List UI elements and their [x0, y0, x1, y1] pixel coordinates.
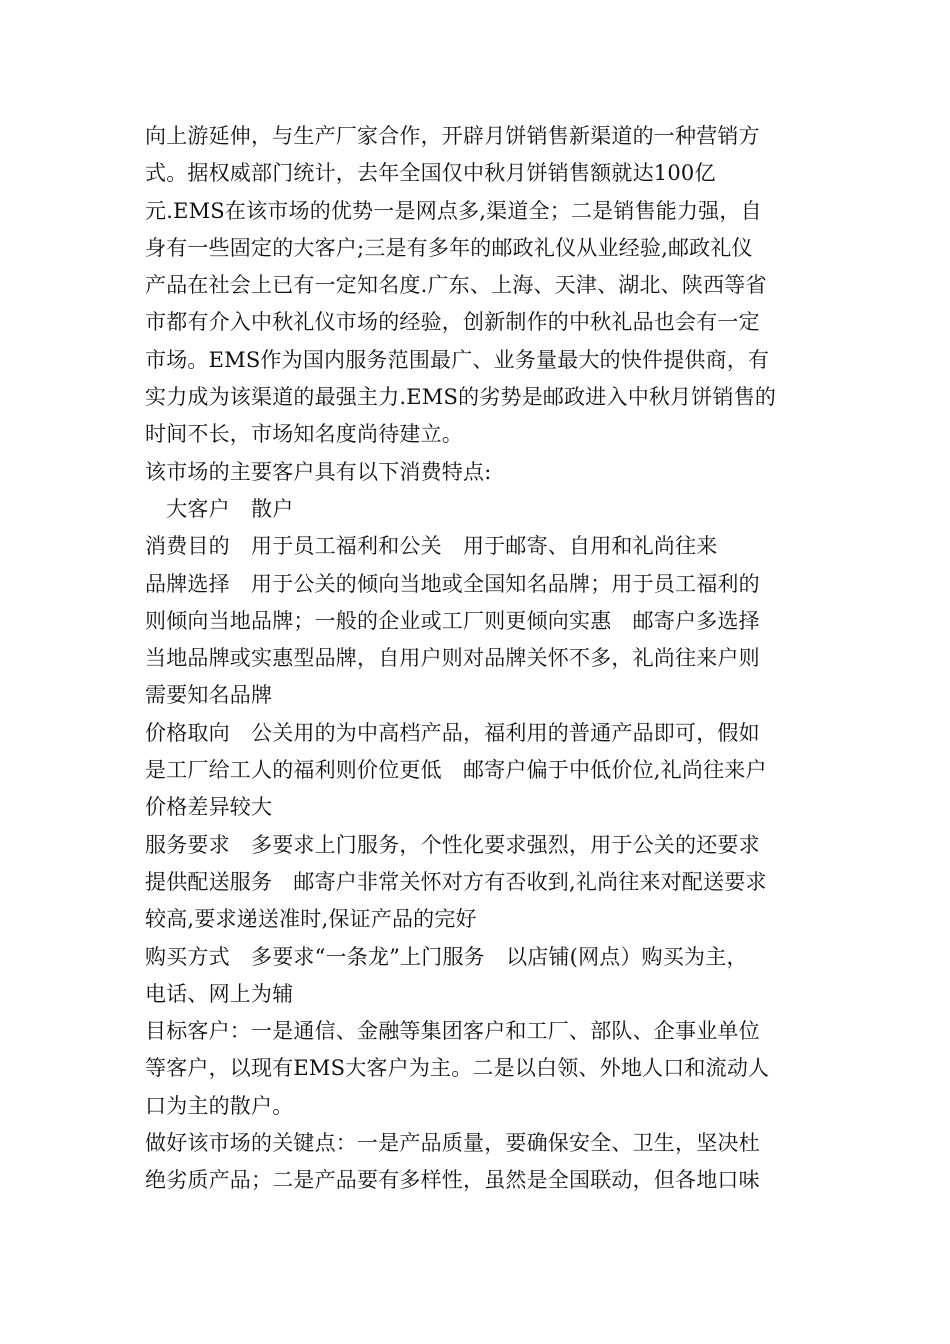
- text-line: 式。据权威部门统计，去年全国仅中秋月饼销售额就达100亿: [145, 161, 716, 186]
- table-row-line: 品牌选择 用于公关的倾向当地或全国知名品牌；用于员工福利的: [145, 571, 760, 596]
- table-row-line: 较高,要求递送准时,保证产品的完好: [145, 907, 477, 932]
- text-line: 口为主的散户。: [145, 1093, 294, 1118]
- text-line: 市都有介入中秋礼仪市场的经验，创新制作的中秋礼品也会有一定: [145, 310, 760, 335]
- table-header-line: 大客户 散户: [145, 496, 294, 521]
- text-line: 产品在社会上已有一定知名度.广东、上海、天津、湖北、陕西等省: [145, 273, 767, 298]
- text-line: 时间不长，市场知名度尚待建立。: [145, 422, 463, 447]
- table-row-line: 购买方式 多要求“一条龙”上门服务 以店铺(网点）购买为主，: [145, 944, 748, 969]
- text-line: 该市场的主要客户具有以下消费特点:: [145, 459, 492, 484]
- table-row-line: 则倾向当地品牌；一般的企业或工厂则更倾向实惠 邮寄户多选择: [145, 608, 760, 633]
- table-row-line: 价格取向 公关用的为中高档产品，福利用的普通产品即可，假如: [145, 720, 760, 745]
- text-line: 做好该市场的关键点：一是产品质量，要确保安全、卫生，坚决杜: [145, 1131, 760, 1156]
- table-row-line: 是工厂给工人的福利则价位更低 邮寄户偏于中低价位,礼尚往来户: [145, 758, 767, 783]
- table-row-line: 提供配送服务 邮寄户非常关怀对方有否收到,礼尚往来对配送要求: [145, 869, 767, 894]
- text-line: 元.EMS在该市场的优势一是网点多,渠道全；二是销售能力强，自: [145, 198, 762, 223]
- text-line: 等客户，以现有EMS大客户为主。二是以白领、外地人口和流动人: [145, 1056, 770, 1081]
- text-line: 实力成为该渠道的最强主力.EMS的劣势是邮政进入中秋月饼销售的: [145, 385, 777, 410]
- text-line: 目标客户：一是通信、金融等集团客户和工厂、部队、企事业单位: [145, 1019, 760, 1044]
- table-row-line: 需要知名品牌: [145, 683, 273, 708]
- document-body: [145, 118, 810, 1200]
- table-row-line: 服务要求 多要求上门服务，个性化要求强烈，用于公关的还要求: [145, 832, 760, 857]
- text-line: 市场。EMS作为国内服务范围最广、业务量最大的快件提供商，有: [145, 347, 770, 372]
- text-line: 绝劣质产品；二是产品要有多样性，虽然是全国联动，但各地口味: [145, 1168, 760, 1193]
- table-row-line: 当地品牌或实惠型品牌，自用户则对品牌关怀不多，礼尚往来户则: [145, 646, 760, 671]
- table-row-line: 电话、网上为辅: [145, 981, 294, 1006]
- table-row-line: 价格差异较大: [145, 795, 273, 820]
- text-line: 身有一些固定的大客户;三是有多年的邮政礼仪从业经验,邮政礼仪: [145, 235, 753, 260]
- table-row-line: 消费目的 用于员工福利和公关 用于邮寄、自用和礼尚往来: [145, 534, 718, 559]
- text-line: 向上游延伸，与生产厂家合作，开辟月饼销售新渠道的一种营销方: [145, 124, 760, 148]
